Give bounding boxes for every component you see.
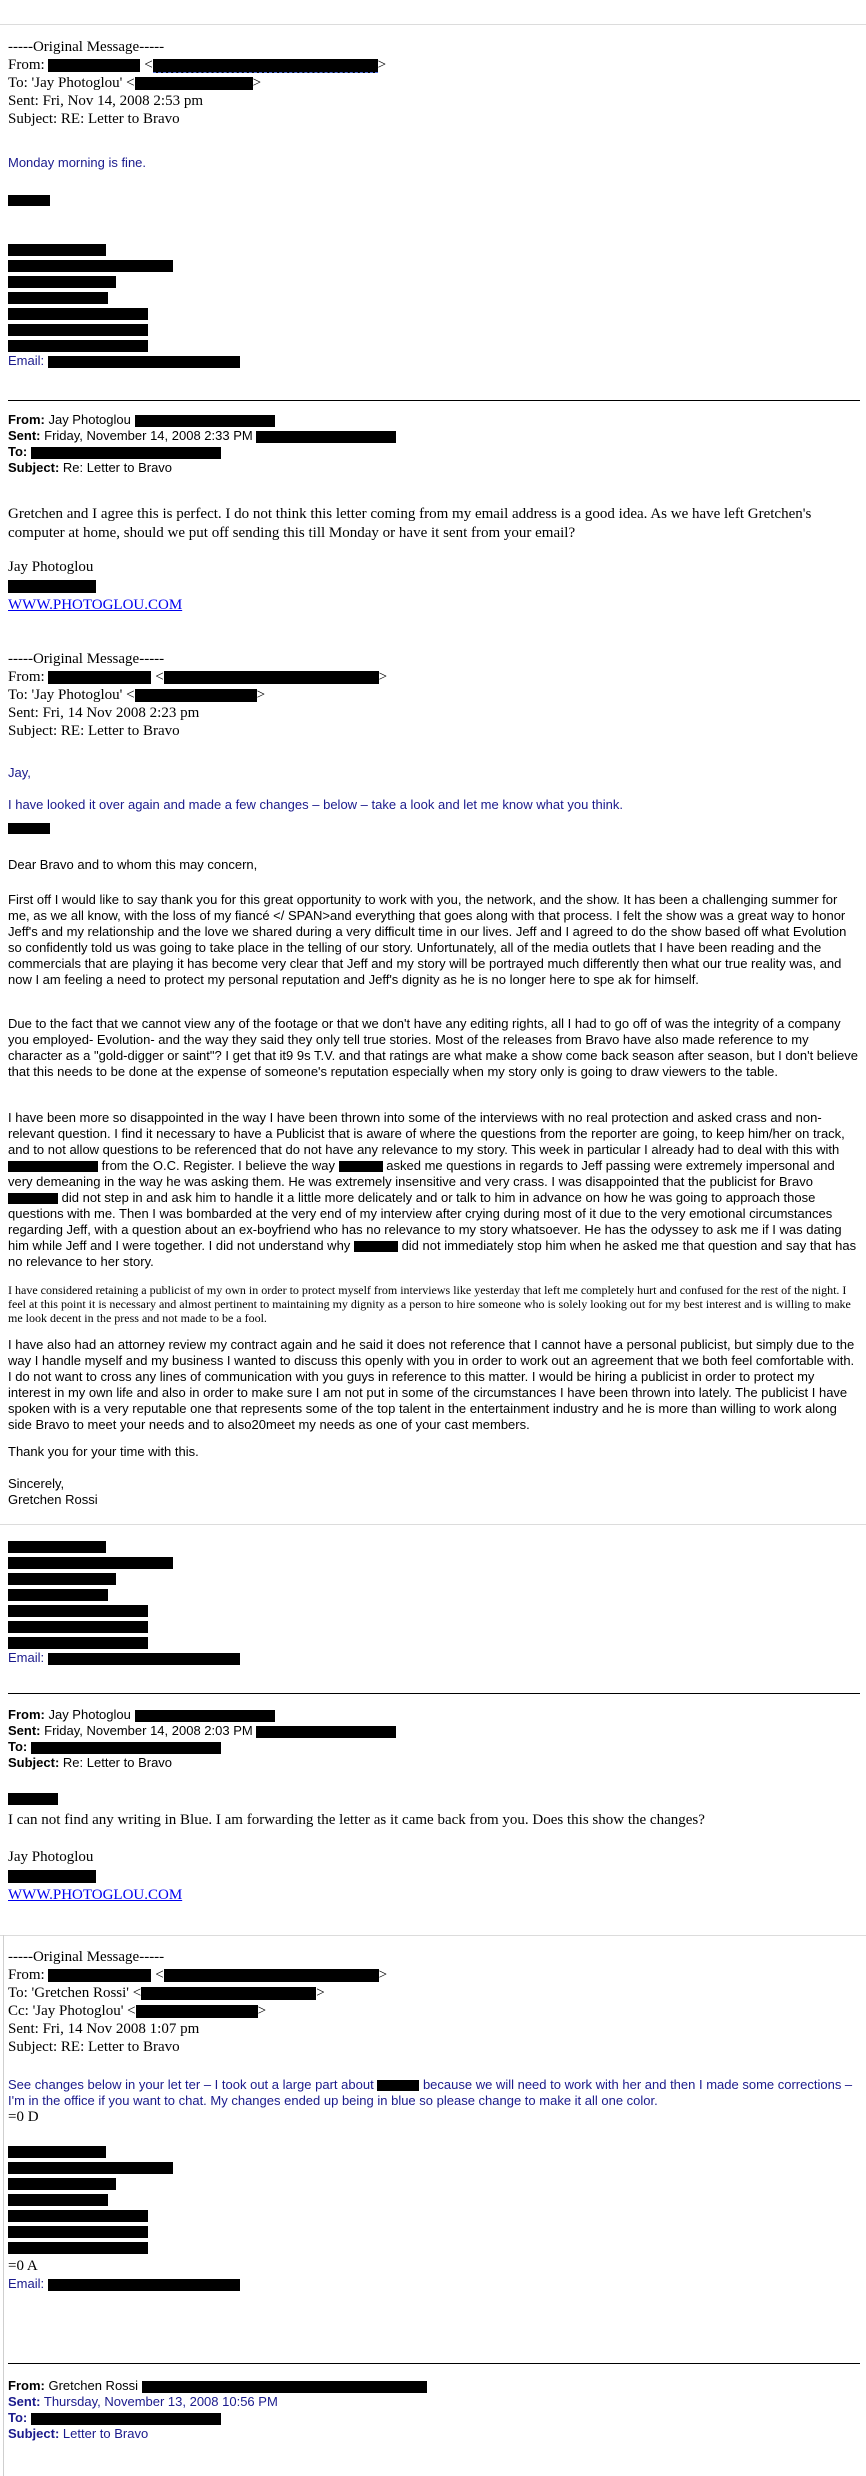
redacted-line	[8, 1541, 106, 1553]
redacted-email	[48, 1653, 240, 1665]
letter-para-5: I have also had an attorney review my contract again and he said it does not reference that I cannot have a personal publicist, but simply due to the way I handle myself and my business I wanted to discuss this openly with you in order to work out an agreement that we both feel comfortable with. I do not want to cross any lines of communication with you guys in reference to this matter. I would be hiring a publicist in order to protect my interest in my own life and also in order to make sure I am not put in some of the circumstances I have been thrown into lately. The publicist I have spoken with is a very reputable one that represents some of the top talent in the entertainment industry and he is more than willing to work along side Bravo to meet your needs and to also20meet my needs as one of your cast members.	[8, 1337, 855, 1432]
msg1-header	[8, 38, 386, 128]
msg5-body: See changes below in your let ter – I took out a large part about because we will need to work with her and then I made some corrections – I'm in the office if you want to chat. My changes ended up being in blue so please change to make it all one color.	[8, 2077, 853, 2108]
redacted-email	[142, 2381, 427, 2393]
msg3-signature-block	[8, 1538, 240, 1666]
redacted-email	[141, 1987, 316, 2000]
redacted-initial	[8, 820, 50, 838]
redacted-initial	[8, 1790, 58, 1808]
redacted-name	[48, 671, 151, 684]
msg1-signature-block	[8, 241, 240, 369]
quote-divider	[0, 1935, 866, 1936]
redacted-line	[8, 2194, 108, 2206]
website-link[interactable]: WWW.PHOTOGLOU.COM	[8, 597, 183, 613]
msg3-greeting: Jay,	[8, 765, 31, 780]
redacted-line	[8, 2242, 148, 2254]
redacted-line	[8, 1557, 173, 1569]
redacted-name	[354, 1241, 398, 1252]
redacted-line	[8, 308, 148, 320]
top-divider	[0, 24, 866, 25]
encoding-artifact: =0 D	[8, 2109, 39, 2125]
redacted-phone	[8, 1870, 96, 1883]
redacted-line	[8, 1573, 116, 1585]
letter-para-1: First off I would like to say thank you for this great opportunity to work with you, the network, and the show. It has been a challenging summer for me, as we all know, with the loss of my fiancé </ SPAN>and everything that goes along with that process. I felt the show was a great way to honor Jeff's and my relationship and the love we shared during a very difficult time in our lives. Jeff and I agreed to do the show based off what Evolution so confidently told us was going to take place in the telling of our story. Unfortunately, all of the media outlets that I have been reading and the commercials that are playing it has become very clear that Jeff and my story will be portrayed much differently then what our true reality was, and now I am feeling a need to protect my personal reputation and Jeff's dignity as he is no longer here to spe ak for himself.	[8, 892, 847, 987]
quote-divider	[0, 1524, 866, 1525]
redacted-name	[8, 1193, 58, 1204]
redacted-line	[8, 340, 148, 352]
redacted-email	[135, 689, 257, 702]
letter-para-4: I have considered retaining a publicist of my own in order to protect myself from interviews like yesterday that left me completely hurt and confused for the rest of the night. I feel at this point it is necessary and almost pertinent to maintaining my dignity as a person to hire someone who is solely looking out for my best interest and is willing to make me look decent in the press and not made to be a fool.	[8, 1283, 851, 1325]
redacted-email	[48, 2279, 240, 2291]
redacted-name	[377, 2080, 419, 2091]
letter-para-3: I have been more so disappointed in the way I have been thrown into some of the interviews with no real protection and asked crass and non-relevant question. I find it necessary to have a Publicist that is aware of where the questions from the reporter are going, to keep him/her on track, and to not allow questions to be referenced that do not have any relevance to my story. This week in particular I already had to deal with this with from the O.C. Register. I believe the way asked me questions in regards to Jeff passing were extremely impersonal and very demeaning in the way he was asking them. He was extremely insensitive and very crass. I was disappointed that the publicist for Bravo did not step in and ask him to handle it a little more delicately and or talk to him in advance on how he was going to approach those questions with me. Then I was bombarded at the very end of my interview after crying during most of it due to the very emotional circumstances regarding Jeff, with a question about an ex-boyfriend who has no relevance to my story whatsoever. He has the odyssey to ask me if I was dating him while Jeff and I were together. I did not understand why did not immediately stop him when he asked me that question and say that has no relevance to her story.	[8, 1110, 857, 1269]
redacted-line	[8, 260, 173, 272]
msg4-header: From: Jay Photoglou Sent: Friday, November 14, 2008 2:03 PM To: Subject: Re: Letter to Bravo	[8, 1707, 396, 1771]
msg1-body: Monday morning is fine.	[8, 155, 147, 170]
sent-line: Sent: Fri, Nov 14, 2008 2:53 pm	[8, 93, 204, 109]
letter-closing: Thank you for your time with this. Sincerely, Gretchen Rossi	[8, 1444, 199, 1507]
redacted-line	[8, 1621, 148, 1633]
separator	[8, 2363, 860, 2364]
redacted-email	[164, 1969, 379, 1982]
msg2-body: Gretchen and I agree this is perfect. I do not think this letter coming from my email address is a good idea. As we have left Gretchen's computer at home, should we put off sending this till Monday or have it sent from your email?	[8, 506, 812, 541]
msg4-body: I can not find any writing in Blue. I am forwarding the letter as it came back from you. Does this show the changes?	[8, 1812, 705, 1828]
original-message-marker: -----Original Message-----	[8, 39, 165, 55]
redacted-line	[8, 324, 148, 336]
redacted-name	[48, 1969, 151, 1982]
encoding-artifact: =0 A	[8, 2258, 38, 2274]
separator	[8, 1693, 860, 1694]
msg2-signature: Jay Photoglou WWW.PHOTOGLOU.COM	[8, 559, 183, 613]
email-line: Email:	[8, 1650, 240, 1666]
redacted-email	[136, 2005, 258, 2018]
letter-salutation: Dear Bravo and to whom this may concern,	[8, 857, 258, 872]
redacted-line	[8, 1605, 148, 1617]
redacted-email	[135, 77, 253, 90]
msg3-header: -----Original Message----- From: < > To: 'Jay Photoglou' < > Sent: Fri, 14 Nov 2008 2:23 pm Subject: RE: Letter to Bravo	[8, 651, 388, 739]
redacted-email	[31, 447, 221, 459]
msg3-intro: I have looked it over again and made a few changes – below – take a look and let me know what you think.	[8, 797, 623, 812]
redacted-email	[256, 1726, 396, 1738]
redacted-email	[256, 431, 396, 443]
website-link[interactable]: WWW.PHOTOGLOU.COM	[8, 1887, 183, 1903]
msg6-header: From: Gretchen Rossi Sent: Thursday, November 13, 2008 10:56 PM To: Subject: Letter to Bravo	[8, 2378, 427, 2442]
redacted-line	[8, 2178, 116, 2190]
redacted-email	[135, 1710, 275, 1722]
redacted-email	[48, 356, 240, 368]
redacted-email	[31, 2413, 221, 2425]
msg2-header: From: Jay Photoglou Sent: Friday, November 14, 2008 2:33 PM To: Subject: Re: Letter to Bravo	[8, 412, 396, 476]
letter-para-2: Due to the fact that we cannot view any of the footage or that we don't have any editing rights, all I had to go off of was the integrity of a company you employed- Evolution- and the way they said they only tell true stories. Most of the releases from Bravo have also made reference to my character as a "gold-digger or saint"? I get that it9 9s T.V. and that ratings are what make a show come back season after season, but I don't believe that this needs to be done at the expense of someone's reputation especially when my story only is going to draw viewers to the table.	[8, 1016, 858, 1079]
msg5-header: -----Original Message----- From: < > To: 'Gretchen Rossi' < > Cc: 'Jay Photoglou' < > Sent: Fri, 14 Nov 2008 1:07 pm Subject: RE: Letter to Bravo	[8, 1949, 388, 2055]
msg4-signature: Jay Photoglou WWW.PHOTOGLOU.COM	[8, 1849, 183, 1903]
msg5-signature-block	[8, 2143, 173, 2255]
redacted-initial	[8, 192, 50, 210]
redacted-email	[31, 1742, 221, 1754]
redacted-name	[8, 1161, 98, 1172]
redacted-name	[339, 1161, 383, 1172]
redacted-email	[164, 671, 379, 684]
redacted-line	[8, 244, 106, 256]
separator	[8, 400, 860, 401]
redacted-line	[8, 276, 116, 288]
quote-bar	[3, 1935, 4, 2476]
redacted-line	[8, 1637, 148, 1649]
from-line: From: < >	[8, 57, 387, 73]
redacted-email	[135, 415, 275, 427]
redacted-name	[48, 59, 140, 72]
redacted-line	[8, 1589, 108, 1601]
email-line: Email:	[8, 2276, 240, 2292]
original-message-marker: -----Original Message-----	[8, 651, 165, 667]
redacted-line	[8, 2146, 106, 2158]
email-line: Email:	[8, 353, 240, 369]
redacted-line	[8, 2226, 148, 2238]
redacted-email	[153, 59, 378, 73]
redacted-phone	[8, 580, 96, 593]
subject-line: Subject: RE: Letter to Bravo	[8, 111, 180, 127]
redacted-line	[8, 2210, 148, 2222]
redacted-line	[8, 292, 108, 304]
to-line: To: 'Jay Photoglou' < >	[8, 75, 262, 91]
redacted-line	[8, 2162, 173, 2174]
